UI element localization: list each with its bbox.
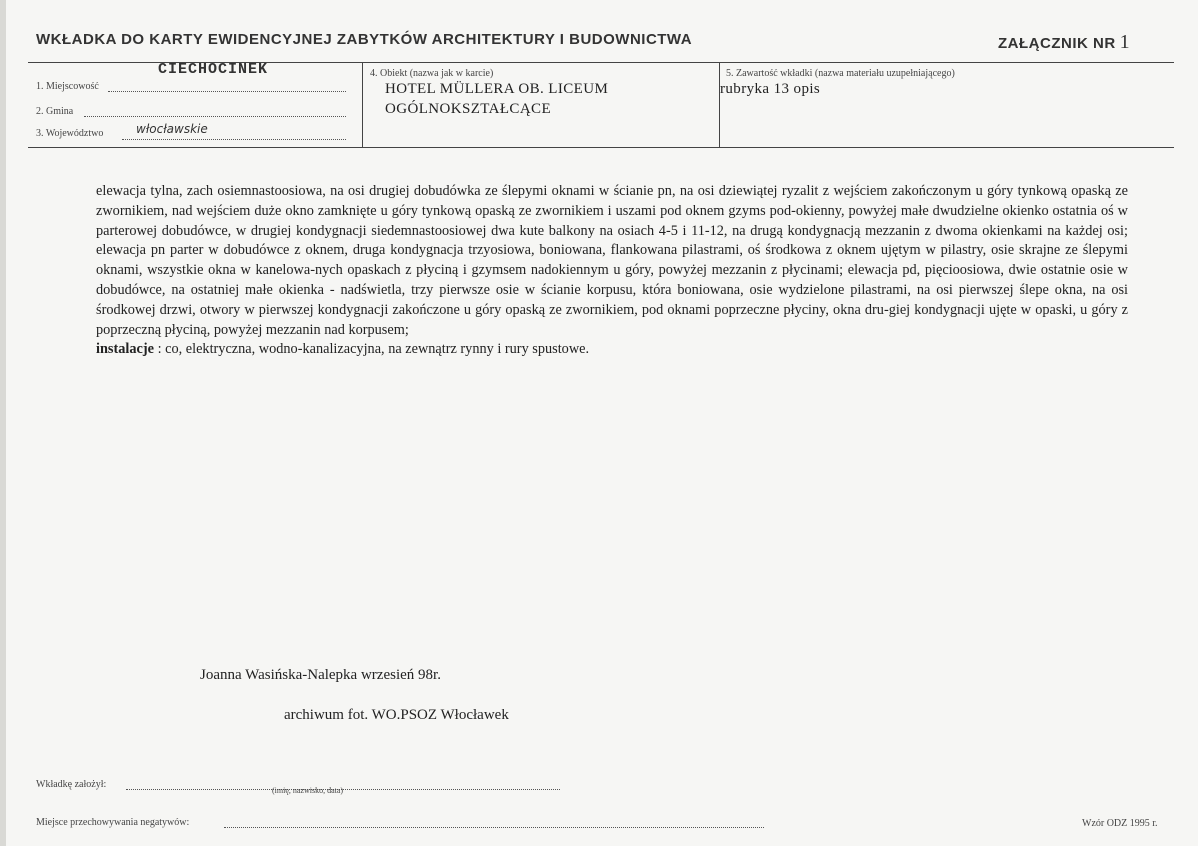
negatives-location-label: Miejsce przechowywania negatywów: (36, 817, 190, 828)
attachment-label: ZAŁĄCZNIK NR (998, 35, 1116, 52)
commune-dotted-line (84, 116, 346, 117)
province-dotted-line (122, 139, 346, 140)
installations-text: : co, elektryczna, wodno-kanalizacyjna, na zewnątrz rynny i rury spustowe. (157, 341, 590, 358)
form-title: WKŁADKA DO KARTY EWIDENCYJNEJ ZABYTKÓW ARCHITEKTURY I BUDOWNICTWA (36, 31, 693, 48)
locality-dotted-line (108, 91, 346, 92)
object-label: 4. Obiekt (nazwa jak w karcie) (370, 68, 494, 79)
author-signature: Joanna Wasińska-Nalepka wrzesień 98r. (200, 667, 441, 683)
installations-label: instalacje (96, 341, 154, 358)
content-label: 5. Zawartość wkładki (nazwa materiału uzupełniającego) (726, 68, 955, 79)
object-name-line1: HOTEL MÜLLERA OB. LICEUM (385, 81, 609, 97)
attachment-heading (998, 31, 1130, 54)
negatives-dotted-line (224, 827, 764, 828)
page-edge (0, 0, 6, 846)
description-paragraph: elewacja tylna, zach osiemnastoosiowa, na osi drugiej dobudówka ze ślepymi oknami w ścianie pn, na osi dziewiątej ryzalit z wejściem zakończonym u góry tynkową opaską ze zwornikiem, nad wejściem duże okno zamknięte u góry tynkową opaską ze zwornikiem i uszami pod oknem gzyms pod-okienny, powyżej małe dwudzielne okienko ostatnia oś w parterowej dobudówce, w drugiej kondygnacji siedemnastoosiowej dwa kute balkony na osiach 4-5 i 11-12, na drugą kondygnacją mezzanin z dwoma okienkami na każdej osi; elewacja pn parter w dobudówce z oknem, druga kondygnacja trzyosiowa, boniowana, flankowana pilastrami, oś środkowa z oknem ujętym w pilastry, osie skrajne ze ślepymi oknami, wszystkie okna w kanelowa-nych opaskach z płyciną i gzymsem nadokiennym u góry, powyżej mezzanin z płycinami; elewacja pd, pięcioosiowa, dwie ostatnie osie w dobudówce, na ostatniej małe okienka - nadświetla, trzy pierwsze osie w ścianie korpusu, która boniowana, osie wydzielone pilastrami, na osi pierwszej ślepe okna, na osi środkowej drzwi, otwory w pierwszej kondygnacji zakończone u góry opaską ze zwornikiem, pod oknami poprzeczne płyciny, okna dru-giej kondygnacji ujęte w opaski, u góry z poprzeczną płyciną, powyżej mezzanin nad korpusem; (96, 183, 1128, 338)
object-name-line2: OGÓLNOKSZTAŁCĄCE (385, 101, 552, 117)
created-by-label: Wkładkę założył: (36, 779, 107, 790)
locality-label: 1. Miejscowość (36, 81, 99, 92)
content-value: rubryka 13 opis (720, 81, 821, 97)
table-bottom-border (28, 147, 1174, 148)
column-divider (362, 63, 363, 147)
attachment-number: 1 (1119, 31, 1131, 53)
description-body (96, 182, 1128, 360)
form-model: Wzór ODZ 1995 r. (1082, 818, 1158, 829)
created-by-hint: (imię, nazwisko, data) (272, 786, 344, 795)
commune-label: 2. Gmina (36, 106, 74, 117)
column-divider (719, 63, 720, 147)
installations-line (96, 340, 1128, 360)
province-value: włocławskie (136, 122, 208, 136)
photo-archive: archiwum fot. WO.PSOZ Włocławek (284, 707, 509, 723)
province-label: 3. Województwo (36, 128, 104, 139)
locality-value: CIECHOCINEK (158, 61, 269, 78)
